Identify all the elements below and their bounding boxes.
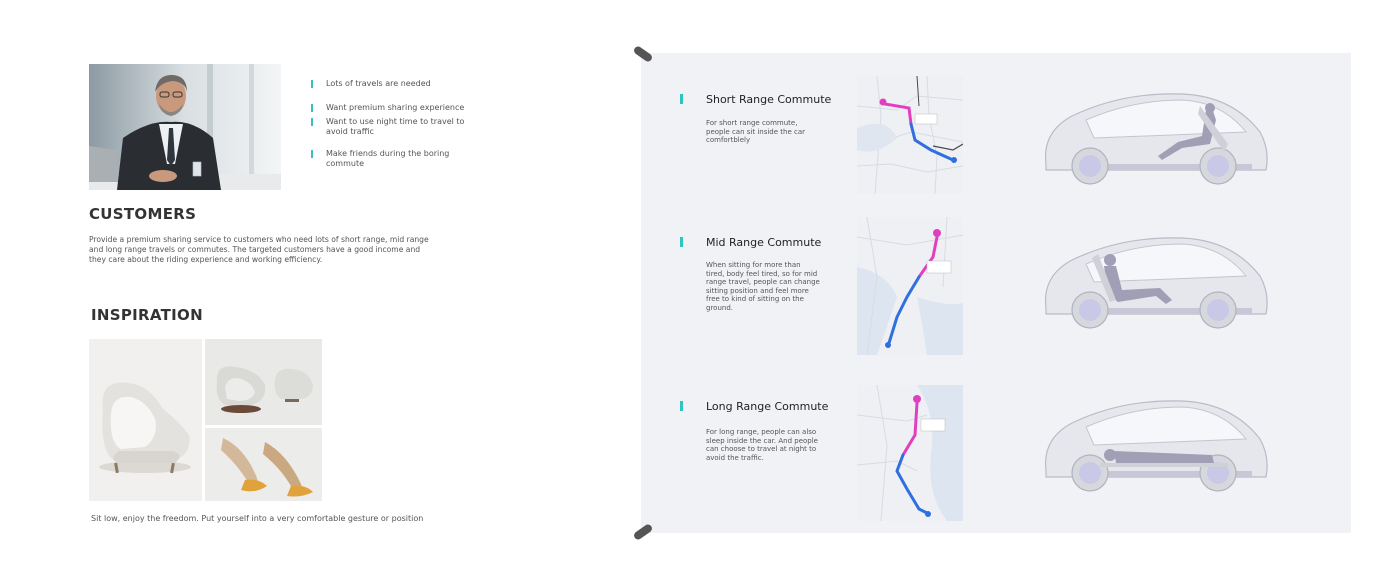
- need-item: Lots of travels are needed: [311, 79, 431, 89]
- mid-range-map: [857, 217, 963, 355]
- car-lying-illustration: [1032, 393, 1272, 503]
- long-range-map: [857, 385, 963, 521]
- car-reclining-illustration: [1032, 230, 1272, 340]
- need-item: Want to use night time to travel to avoid traffic: [311, 117, 471, 137]
- inspiration-heading: INSPIRATION: [91, 306, 203, 324]
- car-sitting-illustration: [1032, 86, 1272, 196]
- long-range-title: Long Range Commute: [680, 400, 828, 413]
- inspiration-armchairs-image: [205, 339, 322, 425]
- inspiration-curved-chairs-image: [205, 428, 322, 501]
- short-range-description: For short range commute, people can sit inside the car comfortblely: [706, 119, 805, 145]
- short-range-map: [857, 76, 963, 194]
- inspiration-caption: Sit low, enjoy the freedom. Put yourself into a very comfortable gesture or position: [91, 514, 424, 523]
- mid-range-title: Mid Range Commute: [680, 236, 821, 249]
- need-item: Make friends during the boring commute: [311, 149, 471, 169]
- customers-description: Provide a premium sharing service to customers who need lots of short range, mid range and long range travels or commutes. The targeted customers have a good income and they care about the riding experience and working efficiency.: [89, 235, 429, 264]
- long-range-description: For long range, people can also sleep inside the car. And people can choose to travel at night to avoid the traffic.: [706, 428, 818, 462]
- mid-range-description: When sitting for more than tired, body feel tired, so for mid range travel, people can change sitting position and feel more free to kind of sitting on the ground.: [706, 261, 820, 312]
- inspiration-lounge-chair-image: [89, 339, 202, 501]
- short-range-title: Short Range Commute: [680, 93, 831, 106]
- customer-photo: [89, 64, 281, 190]
- customers-heading: CUSTOMERS: [89, 205, 197, 223]
- need-item: Want premium sharing experience: [311, 103, 464, 113]
